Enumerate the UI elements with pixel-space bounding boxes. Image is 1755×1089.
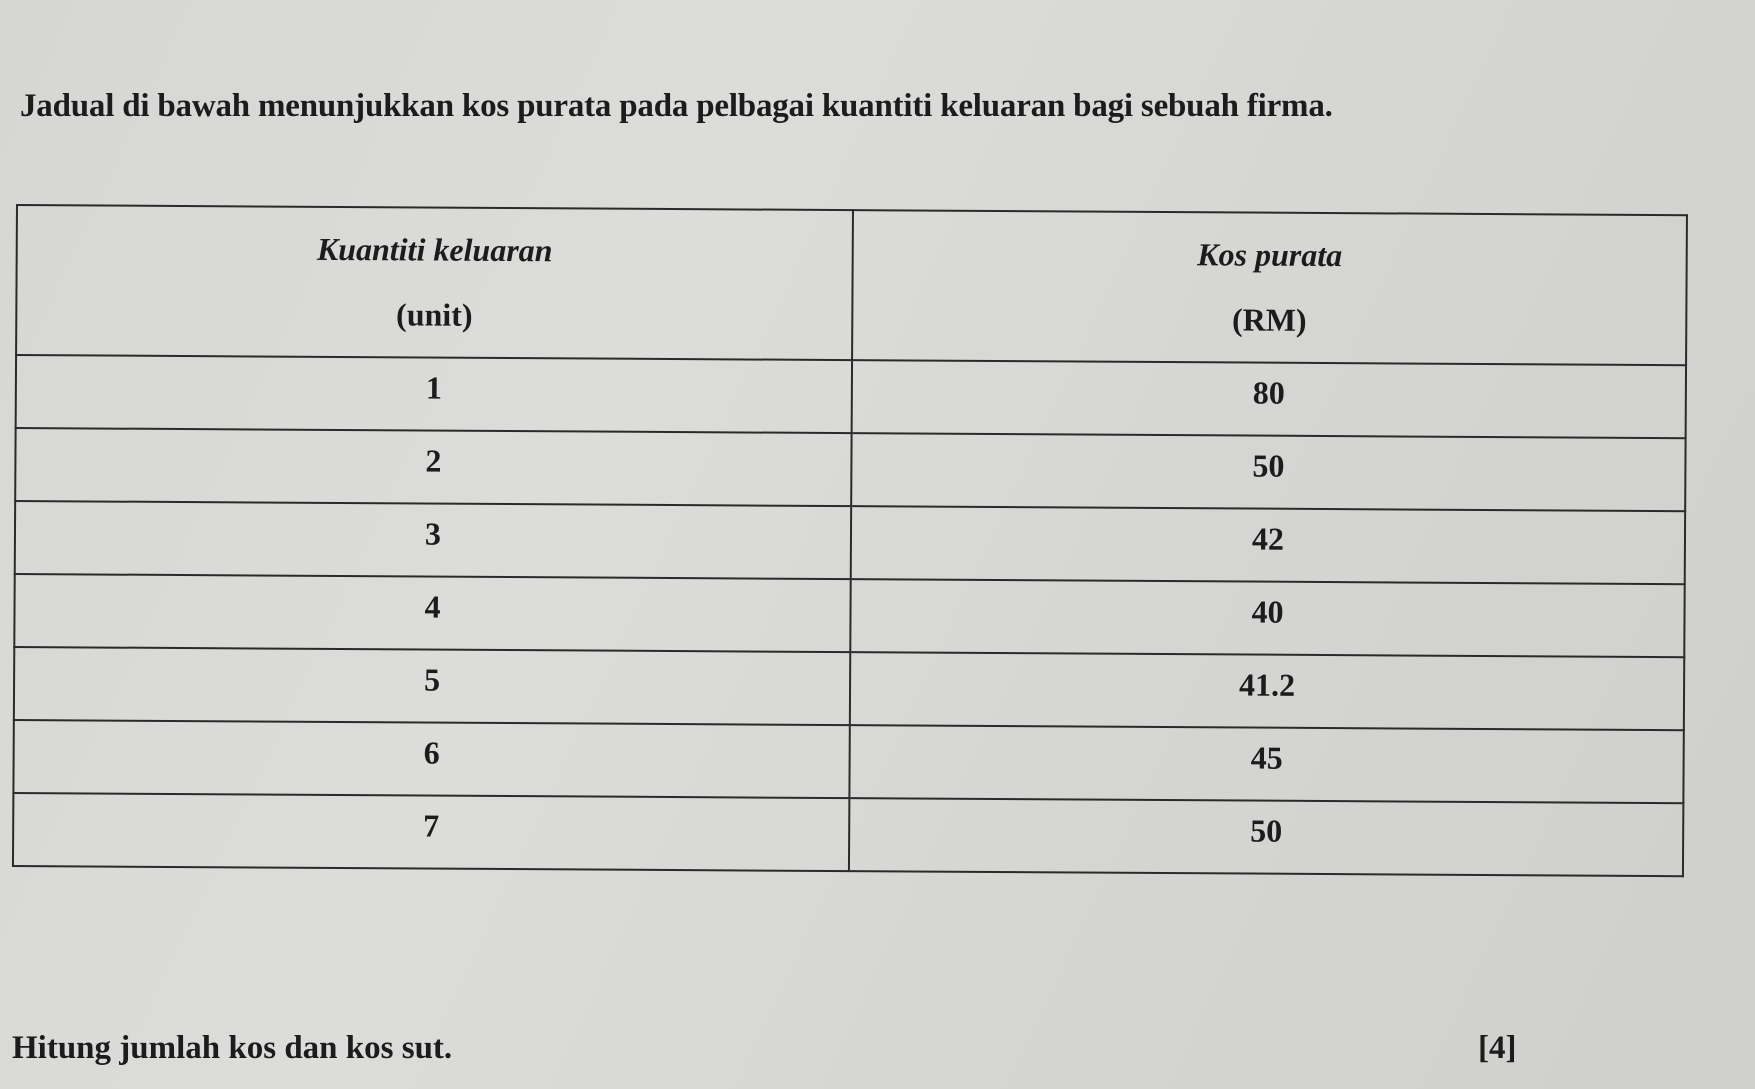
quantity-cell: 4 [14,574,850,652]
table-row [14,647,1684,730]
quantity-cell: 1 [16,355,852,433]
quantity-cell: 3 [15,501,851,579]
average-cost-cell: 45 [849,725,1683,803]
table-row [16,355,1686,438]
header-average-cost-unit: (RM) [1231,301,1307,338]
intro-text: Jadual di bawah menunjukkan kos purata pada pelbagai kuantiti keluaran bagi sebuah firma. [20,88,1333,124]
average-cost-cell: 40 [850,579,1684,657]
average-cost-cell: 50 [849,798,1683,876]
table-row [15,428,1685,511]
table-row [15,501,1685,584]
table-header-row [16,205,1687,365]
data-table-container [12,204,1688,877]
header-quantity-unit: (unit) [395,296,473,333]
average-cost-cell: 41.2 [850,652,1684,730]
header-quantity [16,205,853,360]
header-average-cost-title: Kos purata [1197,236,1343,274]
average-cost-cell: 42 [851,506,1685,584]
table-row [14,574,1684,657]
quantity-cell: 2 [15,428,851,506]
quantity-cell: 5 [14,647,850,725]
average-cost-cell: 80 [852,360,1686,438]
table-row [13,720,1683,803]
cost-table [12,204,1688,877]
quantity-cell: 7 [13,793,849,871]
table-row [13,793,1683,876]
quantity-cell: 6 [13,720,849,798]
question-text: Hitung jumlah kos dan kos sut. [12,1030,453,1066]
question-marks: [4] [1478,1030,1517,1066]
header-quantity-title: Kuantiti keluaran [316,230,553,269]
header-average-cost [852,210,1687,365]
average-cost-cell: 50 [851,433,1685,511]
